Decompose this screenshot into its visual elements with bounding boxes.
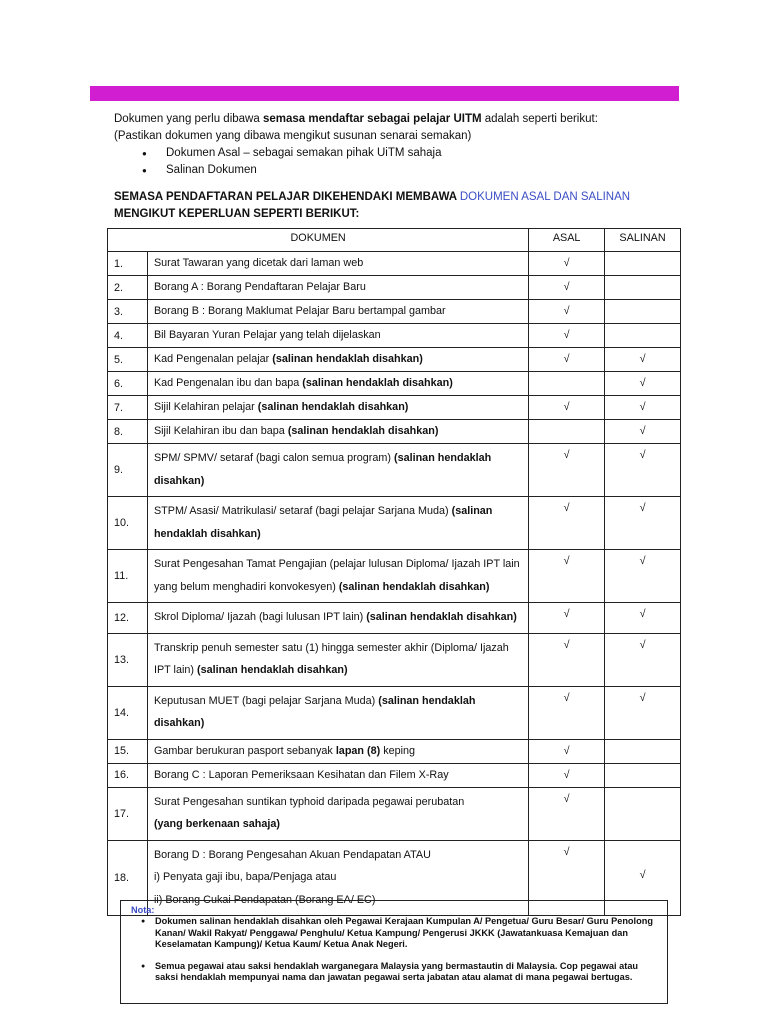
row-description-bold: (salinan hendaklah disahkan) xyxy=(196,664,348,676)
row-description: Gambar berukuran pasport sebanyak lapan (8) keping xyxy=(147,739,528,763)
row-description: Borang D : Borang Pengesahan Akuan Pendapatan ATAU i) Penyata gaji ibu, bapa/Penjaga atau ii) Borang Cukai Pendapatan (Borang EA/ EC) xyxy=(147,840,528,916)
asal-check: √ xyxy=(529,396,605,420)
salinan-check xyxy=(605,739,681,763)
table-row xyxy=(108,603,681,634)
row-number: 5. xyxy=(108,348,148,372)
table-row xyxy=(108,550,681,603)
row-description-bold: (salinan hendaklah disahkan) xyxy=(257,401,409,413)
row-description: Sijil Kelahiran ibu dan bapa (salinan hendaklah disahkan) xyxy=(147,420,528,444)
salinan-check xyxy=(605,763,681,787)
row-description: Surat Pengesahan suntikan typhoid daripada pegawai perubatan (yang berkenaan sahaja) xyxy=(147,787,528,840)
nota-list xyxy=(141,916,657,984)
row-number: 18. xyxy=(108,840,148,916)
row-description-bold: (salinan hendaklah disahkan) xyxy=(153,505,493,540)
row-description: Borang A : Borang Pendaftaran Pelajar Baru xyxy=(147,276,528,300)
row-description-bold: (salinan hendaklah disahkan) xyxy=(153,694,476,729)
row-description-bold: (salinan hendaklah disahkan) xyxy=(153,452,492,487)
asal-check: √ xyxy=(529,324,605,348)
list-item: ● Dokumen Asal – sebagai semakan pihak UiTM sahaja xyxy=(142,145,684,162)
row-description: Surat Tawaran yang dicetak dari laman web xyxy=(147,252,528,276)
intro-line-1: Dokumen yang perlu dibawa semasa mendaftar sebagai pelajar UITM adalah seperti berikut: xyxy=(114,113,598,125)
header-dokumen: DOKUMEN xyxy=(108,229,529,252)
table-header-row xyxy=(108,229,681,252)
list-item: ● Salinan Dokumen xyxy=(142,162,684,179)
asal-check: √ xyxy=(529,497,605,550)
salinan-check: √ xyxy=(605,840,681,916)
nota-box xyxy=(120,900,668,1004)
row-description: Sijil Kelahiran pelajar (salinan hendaklah disahkan) xyxy=(147,396,528,420)
row-description: Bil Bayaran Yuran Pelajar yang telah dijelaskan xyxy=(147,324,528,348)
row-number: 13. xyxy=(108,633,148,686)
salinan-check xyxy=(605,787,681,840)
table-row xyxy=(108,276,681,300)
row-number: 12. xyxy=(108,603,148,634)
table-row xyxy=(108,686,681,739)
table-row xyxy=(108,633,681,686)
asal-check: √ xyxy=(529,276,605,300)
document-checklist-table xyxy=(107,228,681,916)
asal-check: √ xyxy=(529,739,605,763)
table-row xyxy=(108,444,681,497)
row-number: 3. xyxy=(108,300,148,324)
salinan-check: √ xyxy=(605,372,681,396)
salinan-check: √ xyxy=(605,396,681,420)
table-row xyxy=(108,420,681,444)
row-description: Transkrip penuh semester satu (1) hingga semester akhir (Diploma/ Ijazah IPT lain) (salinan hendaklah disahkan) xyxy=(147,633,528,686)
asal-check xyxy=(529,420,605,444)
row-description: Kad Pengenalan pelajar (salinan hendaklah disahkan) xyxy=(147,348,528,372)
intro-bullet-list xyxy=(142,145,684,179)
asal-check xyxy=(529,372,605,396)
section-heading: SEMASA PENDAFTARAN PELAJAR DIKEHENDAKI MEMBAWA DOKUMEN ASAL DAN SALINAN MENGIKUT KEPERLUAN SEPERTI BERIKUT: xyxy=(114,191,631,220)
asal-check: √ xyxy=(529,444,605,497)
salinan-check xyxy=(605,276,681,300)
table-row xyxy=(108,300,681,324)
row-description: Kad Pengenalan ibu dan bapa (salinan hendaklah disahkan) xyxy=(147,372,528,396)
table-row xyxy=(108,372,681,396)
asal-check: √ xyxy=(529,840,605,916)
row-number: 7. xyxy=(108,396,148,420)
intro-section xyxy=(114,111,684,179)
row-description-bold: (salinan hendaklah disahkan) xyxy=(287,425,439,437)
row-description-bold: (salinan hendaklah disahkan) xyxy=(302,377,453,389)
row-number: 16. xyxy=(108,763,148,787)
row-number: 17. xyxy=(108,787,148,840)
asal-check: √ xyxy=(529,787,605,840)
header-asal: ASAL xyxy=(529,229,605,252)
salinan-check: √ xyxy=(605,444,681,497)
table-row xyxy=(108,787,681,840)
row-description-bold: (salinan hendaklah disahkan) xyxy=(272,353,423,365)
salinan-check xyxy=(605,252,681,276)
row-description: Surat Pengesahan Tamat Pengajian (pelajar lulusan Diploma/ Ijazah IPT lain yang belum menghadiri konvokesyen) (salinan hendaklah disahkan) xyxy=(147,550,528,603)
row-description-bold: (yang berkenaan sahaja) xyxy=(153,818,280,830)
row-description: Borang B : Borang Maklumat Pelajar Baru bertampal gambar xyxy=(147,300,528,324)
row-number: 8. xyxy=(108,420,148,444)
table-row xyxy=(108,348,681,372)
table-row xyxy=(108,252,681,276)
table-row xyxy=(108,324,681,348)
row-description-bold: (salinan hendaklah disahkan) xyxy=(338,580,490,593)
row-description-bold: (salinan hendaklah disahkan) xyxy=(366,611,517,623)
nota-title: Nota: xyxy=(131,905,155,915)
salinan-check xyxy=(605,324,681,348)
header-salinan: SALINAN xyxy=(605,229,681,252)
table-row xyxy=(108,497,681,550)
asal-check: √ xyxy=(529,550,605,603)
row-number: 10. xyxy=(108,497,148,550)
row-number: 11. xyxy=(108,550,148,603)
salinan-check: √ xyxy=(605,348,681,372)
header-accent-bar xyxy=(90,86,679,101)
asal-check: √ xyxy=(529,348,605,372)
list-item: ● Dokumen salinan hendaklah disahkan oleh Pegawai Kerajaan Kumpulan A/ Pengetua/ Guru Besar/ Guru Penolong Kanan/ Wakil Rakyat/ Penggawa/ Penghulu/ Ketua Kampung/ Pengerusi JKKK (Jawatankuasa Kemajuan dan Keselamatan Kampung)/ Ketua Kaum/ Ketua Anak Negeri. xyxy=(141,916,657,951)
row-description-bold: lapan (8) xyxy=(335,744,381,757)
row-number: 9. xyxy=(108,444,148,497)
list-item: ● Semua pegawai atau saksi hendaklah warganegara Malaysia yang bermastautin di Malaysia. Cop pegawai atau saksi hendaklah mempunyai nama dan jawatan pegawai serta jabatan atau alamat di mana pegawai bertugas. xyxy=(141,961,657,984)
salinan-check: √ xyxy=(605,420,681,444)
table-row xyxy=(108,396,681,420)
asal-check: √ xyxy=(529,633,605,686)
row-number: 2. xyxy=(108,276,148,300)
intro-line-2: (Pastikan dokumen yang dibawa mengikut susunan senarai semakan) xyxy=(114,130,472,142)
row-number: 14. xyxy=(108,686,148,739)
row-number: 1. xyxy=(108,252,148,276)
asal-check: √ xyxy=(529,763,605,787)
row-number: 15. xyxy=(108,739,148,763)
row-description: Skrol Diploma/ Ijazah (bagi lulusan IPT lain) (salinan hendaklah disahkan) xyxy=(147,603,528,634)
asal-check: √ xyxy=(529,686,605,739)
salinan-check: √ xyxy=(605,633,681,686)
row-description: Borang C : Laporan Pemeriksaan Kesihatan dan Filem X-Ray xyxy=(147,763,528,787)
table-body xyxy=(108,252,681,916)
salinan-check: √ xyxy=(605,686,681,739)
table-row xyxy=(108,763,681,787)
table-row xyxy=(108,739,681,763)
salinan-check xyxy=(605,300,681,324)
asal-check: √ xyxy=(529,603,605,634)
highlighted-heading-text: DOKUMEN ASAL DAN SALINAN xyxy=(459,191,631,203)
row-description: STPM/ Asasi/ Matrikulasi/ setaraf (bagi pelajar Sarjana Muda) (salinan hendaklah disahkan) xyxy=(147,497,528,550)
asal-check: √ xyxy=(529,300,605,324)
asal-check: √ xyxy=(529,252,605,276)
row-description: Keputusan MUET (bagi pelajar Sarjana Muda) (salinan hendaklah disahkan) xyxy=(147,686,528,739)
salinan-check: √ xyxy=(605,497,681,550)
row-number: 4. xyxy=(108,324,148,348)
row-number: 6. xyxy=(108,372,148,396)
row-description: SPM/ SPMV/ setaraf (bagi calon semua program) (salinan hendaklah disahkan) xyxy=(147,444,528,497)
salinan-check: √ xyxy=(605,603,681,634)
salinan-check: √ xyxy=(605,550,681,603)
